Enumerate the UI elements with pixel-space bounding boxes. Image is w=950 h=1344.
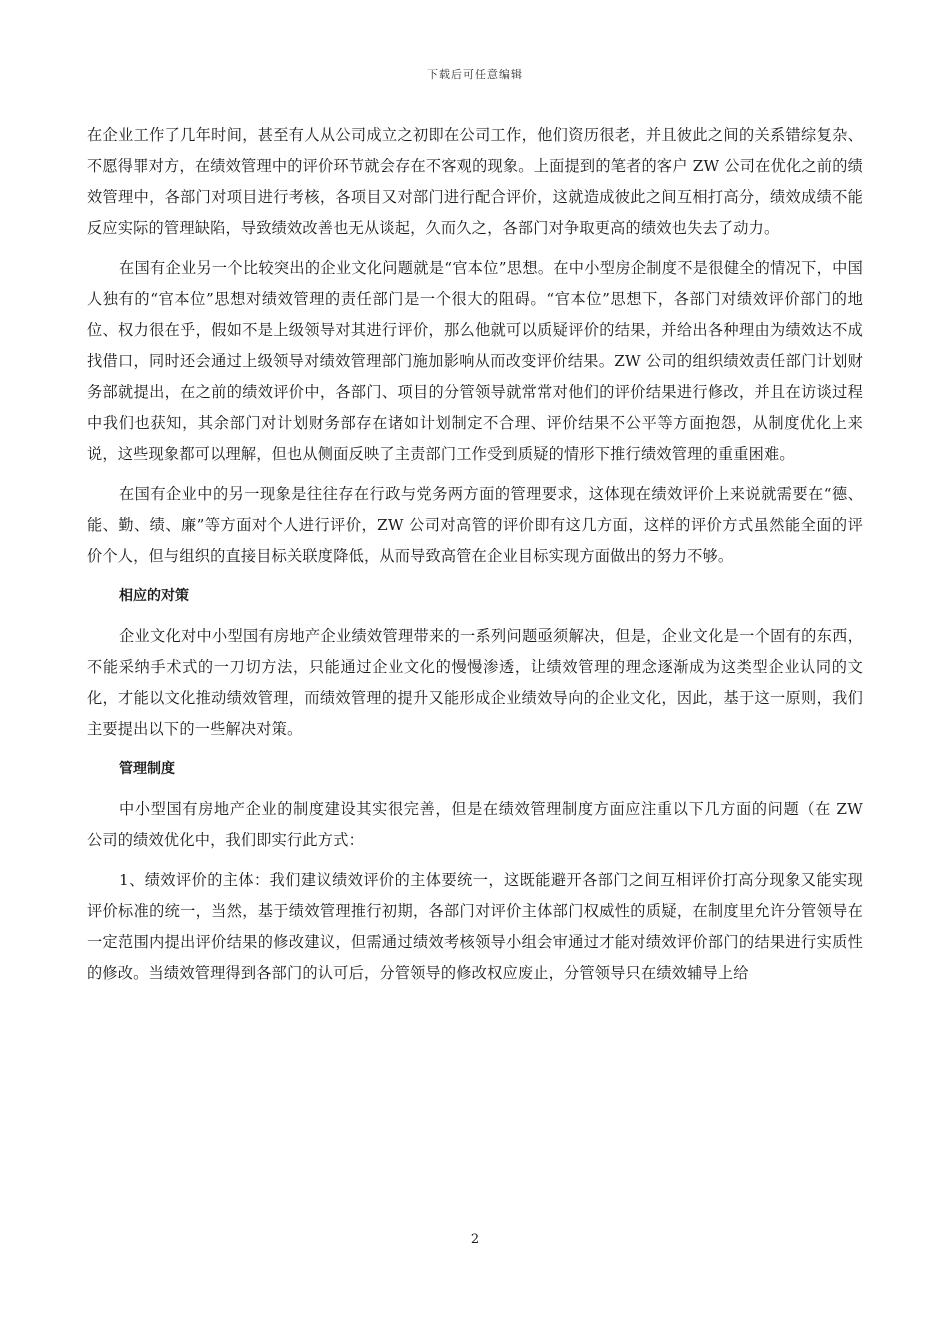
- paragraph-3: 在国有企业中的另一现象是往往存在行政与党务两方面的管理要求，这体现在绩效评价上来说就需要在“德、能、勤、绩、廉”等方面对个人进行评价，ZW 公司对高管的评价即有这几方面，这样的评价方式虽然能全面的评价个人，但与组织的直接目标关联度降低，从而导致高管在企业目标实现方面做出的努力不够。: [87, 485, 863, 565]
- document-body: [87, 120, 863, 989]
- paragraph-4: 企业文化对中小型国有房地产企业绩效管理带来的一系列问题亟须解决，但是，企业文化是一个固有的东西，不能采纳手术式的一刀切方法，只能通过企业文化的慢慢渗透，让绩效管理的理念逐渐成为这类型企业认同的文化，才能以文化推动绩效管理，而绩效管理的提升又能形成企业绩效导向的企业文化，因此，基于这一原则，我们主要提出以下的一些解决对策。: [87, 627, 863, 738]
- paragraph-6: 1、绩效评价的主体：我们建议绩效评价的主体要统一，这既能避开各部门之间互相评价打高分现象又能实现评价标准的统一，当然，基于绩效管理推行初期，各部门对评价主体部门权威性的质疑，在制度里允许分管领导在一定范围内提出评价结果的修改建议，但需通过绩效考核领导小组会审通过才能对绩效评价部门的结果进行实质性的修改。当绩效管理得到各部门的认可后，分管领导的修改权应废止，分管领导只在绩效辅导上给: [87, 871, 863, 982]
- page-number: 2: [470, 1232, 480, 1247]
- paragraph-2: 在国有企业另一个比较突出的企业文化问题就是“官本位”思想。在中小型房企制度不是很健全的情况下，中国人独有的“官本位”思想对绩效管理的责任部门是一个很大的阻碍。“官本位”思想下，各部门对绩效评价部门的地位、权力很在乎，假如不是上级领导对其进行评价，那么他就可以质疑评价的结果，并给出各种理由为绩效达不成找借口，同时还会通过上级领导对绩效管理部门施加影响从而改变评价结果。ZW 公司的组织绩效责任部门计划财务部就提出，在之前的绩效评价中，各部门、项目的分管领导就常常对他们的评价结果进行修改，并且在访谈过程中我们也获知，其余部门对计划财务部存在诸如计划制定不合理、评价结果不公平等方面抱怨，从制度优化上来说，这些现象都可以理解，但也从侧面反映了主责部门工作受到质疑的情形下推行绩效管理的重重困难。: [87, 259, 863, 463]
- section-heading-management-system: 管理制度: [119, 761, 175, 777]
- section-heading-countermeasures: 相应的对策: [119, 588, 189, 604]
- page-header: 下载后可任意编辑: [427, 68, 523, 81]
- paragraph-5: 中小型国有房地产企业的制度建设其实很完善，但是在绩效管理制度方面应注重以下几方面的问题（在 ZW 公司的绩效优化中，我们即实行此方式：: [87, 800, 863, 849]
- paragraph-1: 在企业工作了几年时间，甚至有人从公司成立之初即在公司工作，他们资历很老，并且彼此之间的关系错综复杂、不愿得罪对方，在绩效管理中的评价环节就会存在不客观的现象。上面提到的笔者的客户 ZW 公司在优化之前的绩效管理中，各部门对项目进行考核，各项目又对部门进行配合评价，这就造成彼此之间互相打高分，绩效成绩不能反应实际的管理缺陷，导致绩效改善也无从谈起，久而久之，各部门对争取更高的绩效也失去了动力。: [87, 126, 863, 237]
